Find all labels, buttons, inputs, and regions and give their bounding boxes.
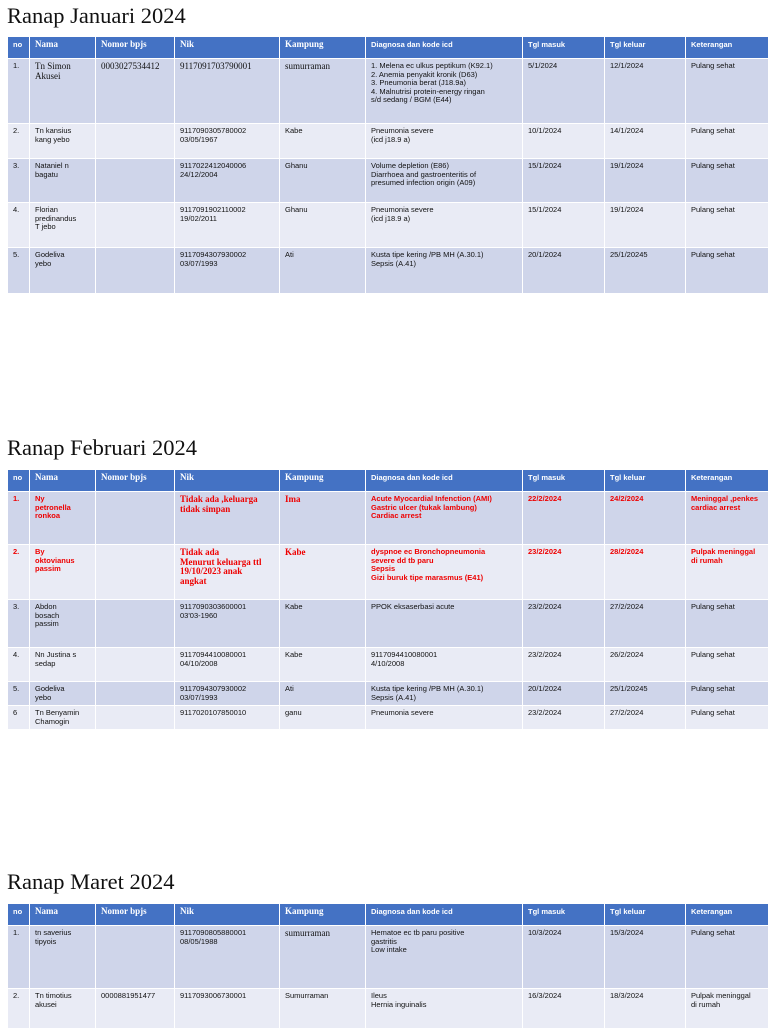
cell-keterangan bbox=[686, 124, 768, 159]
cell-no bbox=[8, 648, 30, 682]
cell-masuk bbox=[523, 545, 605, 600]
cell-text: Ima bbox=[285, 495, 361, 505]
cell-text: 10/1/2024 bbox=[528, 127, 600, 136]
cell-keterangan bbox=[686, 926, 768, 989]
cell-text: 25/1/20245 bbox=[610, 685, 681, 694]
cell-text: sumurraman bbox=[285, 62, 361, 72]
cell-text: 5/1/2024 bbox=[528, 62, 600, 71]
cell-text: 20/1/2024 bbox=[528, 251, 600, 260]
cell-text: Kabe bbox=[285, 651, 361, 660]
cell-text: 10/3/2024 bbox=[528, 929, 600, 938]
cell-text: 9117090303600001 03'03-1960 bbox=[180, 603, 275, 620]
cell-no bbox=[8, 248, 30, 294]
cell-bpjs bbox=[96, 124, 175, 159]
cell-kampung bbox=[280, 545, 366, 600]
cell-text: 1. bbox=[13, 62, 25, 71]
cell-text: 23/2/2024 bbox=[528, 603, 600, 612]
cell-text: 4. bbox=[13, 651, 25, 660]
cell-masuk bbox=[523, 492, 605, 545]
cell-nik bbox=[175, 545, 280, 600]
cell-keterangan bbox=[686, 203, 768, 248]
cell-text: 26/2/2024 bbox=[610, 651, 681, 660]
cell-text: 9117094307930002 03/07/1993 bbox=[180, 251, 275, 268]
cell-text: Pulang sehat bbox=[691, 709, 764, 718]
cell-keluar bbox=[605, 989, 686, 1029]
cell-no bbox=[8, 989, 30, 1029]
cell-text: 14/1/2024 bbox=[610, 127, 681, 136]
cell-nik bbox=[175, 989, 280, 1029]
cell-text: 9117091703790001 bbox=[180, 62, 275, 72]
cell-masuk bbox=[523, 124, 605, 159]
table-row bbox=[8, 682, 768, 706]
cell-text: Sumurraman bbox=[285, 992, 361, 1001]
cell-keluar bbox=[605, 492, 686, 545]
cell-text: Godeliva yebo bbox=[35, 685, 91, 702]
cell-kampung bbox=[280, 124, 366, 159]
cell-text: 19/1/2024 bbox=[610, 206, 681, 215]
cell-keterangan bbox=[686, 648, 768, 682]
column-header-nik: Nik bbox=[175, 904, 280, 926]
cell-no bbox=[8, 600, 30, 648]
column-header-nik: Nik bbox=[175, 470, 280, 492]
cell-keluar bbox=[605, 203, 686, 248]
cell-nik bbox=[175, 59, 280, 124]
cell-keterangan bbox=[686, 159, 768, 203]
cell-keluar bbox=[605, 648, 686, 682]
cell-text: Pneumonia severe (icd j18.9 a) bbox=[371, 127, 518, 144]
cell-keterangan bbox=[686, 59, 768, 124]
cell-text: Pneumonia severe (icd j18.9 a) bbox=[371, 206, 518, 223]
cell-text: Acute Myocardial Infenction (AMI) Gastric ulcer (tukak lambung) Cardiac arrest bbox=[371, 495, 518, 521]
cell-text: 2. bbox=[13, 548, 25, 557]
cell-text: Pulang sehat bbox=[691, 206, 764, 215]
cell-kampung bbox=[280, 706, 366, 730]
cell-text: 9117093006730001 bbox=[180, 992, 275, 1001]
cell-diagnosa bbox=[366, 706, 523, 730]
column-header-nama: Nama bbox=[30, 470, 96, 492]
cell-text: Ny petronella ronkoa bbox=[35, 495, 91, 521]
cell-bpjs bbox=[96, 648, 175, 682]
cell-bpjs bbox=[96, 59, 175, 124]
cell-text: Kusta tipe kering /PB MH (A.30.1) Sepsis (A.41) bbox=[371, 685, 518, 702]
column-header-keterangan: Keterangan bbox=[686, 904, 768, 926]
cell-text: Kusta tipe kering /PB MH (A.30.1) Sepsis (A.41) bbox=[371, 251, 518, 268]
column-header-keluar: Tgl keluar bbox=[605, 470, 686, 492]
column-header-bpjs: Nomor bpjs bbox=[96, 37, 175, 59]
cell-masuk bbox=[523, 159, 605, 203]
cell-text: sumurraman bbox=[285, 929, 361, 939]
cell-nik bbox=[175, 203, 280, 248]
cell-text: 23/2/2024 bbox=[528, 651, 600, 660]
column-header-no: no bbox=[8, 37, 30, 59]
cell-bpjs bbox=[96, 159, 175, 203]
table-row bbox=[8, 203, 768, 248]
cell-nama bbox=[30, 706, 96, 730]
cell-nik bbox=[175, 682, 280, 706]
cell-text: Abdon bosach passim bbox=[35, 603, 91, 629]
cell-nama bbox=[30, 600, 96, 648]
column-header-nama: Nama bbox=[30, 904, 96, 926]
column-header-kampung: Kampung bbox=[280, 37, 366, 59]
cell-text: dyspnoe ec Bronchopneumonia severe dd tb paru Sepsis Gizi buruk tipe marasmus (E41) bbox=[371, 548, 518, 582]
cell-diagnosa bbox=[366, 682, 523, 706]
cell-text: 9117094410080001 04/10/2008 bbox=[180, 651, 275, 668]
cell-nik bbox=[175, 926, 280, 989]
cell-nama bbox=[30, 682, 96, 706]
column-header-diagnosa: Diagnosa dan kode icd bbox=[366, 904, 523, 926]
column-header-masuk: Tgl masuk bbox=[523, 470, 605, 492]
cell-no bbox=[8, 59, 30, 124]
cell-kampung bbox=[280, 248, 366, 294]
column-header-no: no bbox=[8, 904, 30, 926]
column-header-kampung: Kampung bbox=[280, 904, 366, 926]
cell-masuk bbox=[523, 926, 605, 989]
cell-text: 1. bbox=[13, 929, 25, 938]
cell-text: Ghanu bbox=[285, 162, 361, 171]
table-row bbox=[8, 124, 768, 159]
header-row bbox=[8, 470, 768, 492]
cell-text: 27/2/2024 bbox=[610, 709, 681, 718]
cell-masuk bbox=[523, 989, 605, 1029]
column-header-keterangan: Keterangan bbox=[686, 470, 768, 492]
cell-masuk bbox=[523, 59, 605, 124]
cell-no bbox=[8, 545, 30, 600]
cell-text: 20/1/2024 bbox=[528, 685, 600, 694]
column-header-masuk: Tgl masuk bbox=[523, 904, 605, 926]
cell-text: Tidak ada ,keluarga tidak simpan bbox=[180, 495, 275, 514]
cell-keluar bbox=[605, 600, 686, 648]
cell-text: 22/2/2024 bbox=[528, 495, 600, 504]
cell-text: 1. bbox=[13, 495, 25, 504]
cell-text: Tn timotius akusei bbox=[35, 992, 91, 1009]
cell-text: 28/2/2024 bbox=[610, 548, 681, 557]
cell-kampung bbox=[280, 59, 366, 124]
cell-text: 9117022412040006 24/12/2004 bbox=[180, 162, 275, 179]
cell-text: 12/1/2024 bbox=[610, 62, 681, 71]
cell-diagnosa bbox=[366, 124, 523, 159]
cell-text: Pulang sehat bbox=[691, 685, 764, 694]
cell-text: 3. bbox=[13, 162, 25, 171]
cell-diagnosa bbox=[366, 600, 523, 648]
cell-text: Pulang sehat bbox=[691, 251, 764, 260]
cell-text: Pulang sehat bbox=[691, 162, 764, 171]
cell-keluar bbox=[605, 159, 686, 203]
cell-nama bbox=[30, 545, 96, 600]
cell-kampung bbox=[280, 203, 366, 248]
cell-text: By oktovianus passim bbox=[35, 548, 91, 574]
cell-nik bbox=[175, 248, 280, 294]
cell-no bbox=[8, 492, 30, 545]
ranap-table bbox=[7, 903, 768, 1029]
column-header-diagnosa: Diagnosa dan kode icd bbox=[366, 470, 523, 492]
column-header-kampung: Kampung bbox=[280, 470, 366, 492]
cell-text: Godeliva yebo bbox=[35, 251, 91, 268]
cell-no bbox=[8, 926, 30, 989]
table-row bbox=[8, 989, 768, 1029]
cell-text: Pulpak meninggal di rumah bbox=[691, 548, 764, 565]
cell-no bbox=[8, 203, 30, 248]
cell-text: Pneumonia severe bbox=[371, 709, 518, 718]
cell-keterangan bbox=[686, 989, 768, 1029]
cell-bpjs bbox=[96, 492, 175, 545]
table-row bbox=[8, 600, 768, 648]
section-title: Ranap Januari 2024 bbox=[7, 3, 186, 29]
cell-text: Pulang sehat bbox=[691, 603, 764, 612]
cell-text: 24/2/2024 bbox=[610, 495, 681, 504]
cell-diagnosa bbox=[366, 926, 523, 989]
cell-no bbox=[8, 124, 30, 159]
cell-masuk bbox=[523, 203, 605, 248]
cell-text: 23/2/2024 bbox=[528, 548, 600, 557]
section-title: Ranap Maret 2024 bbox=[7, 869, 174, 895]
cell-text: 9117020107850010 bbox=[180, 709, 275, 718]
cell-keterangan bbox=[686, 248, 768, 294]
cell-diagnosa bbox=[366, 59, 523, 124]
cell-text: Tn Benyamin Chamogin bbox=[35, 709, 91, 726]
cell-text: 3. bbox=[13, 603, 25, 612]
cell-text: Kabe bbox=[285, 127, 361, 136]
cell-bpjs bbox=[96, 926, 175, 989]
cell-text: 15/1/2024 bbox=[528, 206, 600, 215]
cell-text: ganu bbox=[285, 709, 361, 718]
cell-text: 2. bbox=[13, 127, 25, 136]
cell-keterangan bbox=[686, 706, 768, 730]
section-title: Ranap Februari 2024 bbox=[7, 435, 197, 461]
table-row bbox=[8, 545, 768, 600]
cell-text: Ati bbox=[285, 251, 361, 260]
cell-nik bbox=[175, 492, 280, 545]
column-header-keluar: Tgl keluar bbox=[605, 904, 686, 926]
cell-nama bbox=[30, 159, 96, 203]
ranap-table bbox=[7, 469, 768, 730]
cell-text: 9117090805880001 08/05/1988 bbox=[180, 929, 275, 946]
cell-text: Meninggal ,penkes cardiac arrest bbox=[691, 495, 764, 512]
cell-text: 9117094307930002 03/07/1993 bbox=[180, 685, 275, 702]
cell-no bbox=[8, 706, 30, 730]
cell-bpjs bbox=[96, 682, 175, 706]
cell-bpjs bbox=[96, 706, 175, 730]
table-row bbox=[8, 926, 768, 989]
cell-text: 23/2/2024 bbox=[528, 709, 600, 718]
cell-text: 5. bbox=[13, 251, 25, 260]
column-header-bpjs: Nomor bpjs bbox=[96, 904, 175, 926]
cell-text: Nn Justina s sedap bbox=[35, 651, 91, 668]
cell-kampung bbox=[280, 600, 366, 648]
cell-nama bbox=[30, 203, 96, 248]
cell-text: 9117094410080001 4/10/2008 bbox=[371, 651, 518, 668]
cell-text: Kabe bbox=[285, 603, 361, 612]
cell-text: 9117090305780002 03/05/1967 bbox=[180, 127, 275, 144]
header-row bbox=[8, 37, 768, 59]
cell-keluar bbox=[605, 248, 686, 294]
cell-nama bbox=[30, 248, 96, 294]
cell-text: 6 bbox=[13, 709, 25, 718]
cell-text: Pulang sehat bbox=[691, 127, 764, 136]
cell-diagnosa bbox=[366, 159, 523, 203]
cell-text: 27/2/2024 bbox=[610, 603, 681, 612]
cell-nama bbox=[30, 926, 96, 989]
column-header-diagnosa: Diagnosa dan kode icd bbox=[366, 37, 523, 59]
cell-text: PPOK eksaserbasi acute bbox=[371, 603, 518, 612]
column-header-nama: Nama bbox=[30, 37, 96, 59]
cell-no bbox=[8, 159, 30, 203]
cell-kampung bbox=[280, 159, 366, 203]
cell-text: Tn kansius kang yebo bbox=[35, 127, 91, 144]
cell-text: 19/1/2024 bbox=[610, 162, 681, 171]
cell-text: Tn Simon Akusei bbox=[35, 62, 91, 81]
cell-keluar bbox=[605, 682, 686, 706]
cell-diagnosa bbox=[366, 648, 523, 682]
cell-text: Ati bbox=[285, 685, 361, 694]
cell-text: 0000881951477 bbox=[101, 992, 170, 1001]
cell-masuk bbox=[523, 248, 605, 294]
cell-diagnosa bbox=[366, 989, 523, 1029]
cell-keluar bbox=[605, 545, 686, 600]
cell-keluar bbox=[605, 124, 686, 159]
cell-bpjs bbox=[96, 248, 175, 294]
column-header-keluar: Tgl keluar bbox=[605, 37, 686, 59]
cell-text: 5. bbox=[13, 685, 25, 694]
cell-keterangan bbox=[686, 682, 768, 706]
cell-text: 25/1/20245 bbox=[610, 251, 681, 260]
column-header-masuk: Tgl masuk bbox=[523, 37, 605, 59]
table-row bbox=[8, 59, 768, 124]
cell-text: 1. Melena ec ulkus peptikum (K92.1) 2. Anemia penyakit kronik (D63) 3. Pneumonia berat (J18.9a) 4. Malnutrisi protein-energy ringan s/d sedang / BGM (E44) bbox=[371, 62, 518, 105]
cell-text: Tidak ada Menurut keluarga ttl 19/10/2023 anak angkat bbox=[180, 548, 275, 586]
cell-masuk bbox=[523, 706, 605, 730]
cell-bpjs bbox=[96, 600, 175, 648]
cell-no bbox=[8, 682, 30, 706]
column-header-nik: Nik bbox=[175, 37, 280, 59]
cell-bpjs bbox=[96, 203, 175, 248]
cell-text: Pulang sehat bbox=[691, 929, 764, 938]
ranap-table bbox=[7, 36, 768, 294]
table-row bbox=[8, 706, 768, 730]
cell-diagnosa bbox=[366, 203, 523, 248]
cell-bpjs bbox=[96, 989, 175, 1029]
cell-text: Nataniel n bagatu bbox=[35, 162, 91, 179]
cell-kampung bbox=[280, 682, 366, 706]
cell-diagnosa bbox=[366, 248, 523, 294]
cell-text: 16/3/2024 bbox=[528, 992, 600, 1001]
cell-text: tn saverius tipyois bbox=[35, 929, 91, 946]
cell-keluar bbox=[605, 706, 686, 730]
cell-text: Kabe bbox=[285, 548, 361, 558]
cell-text: 4. bbox=[13, 206, 25, 215]
cell-text: 9117091902110002 19/02/2011 bbox=[180, 206, 275, 223]
table-row bbox=[8, 248, 768, 294]
cell-keterangan bbox=[686, 492, 768, 545]
cell-keterangan bbox=[686, 600, 768, 648]
cell-keterangan bbox=[686, 545, 768, 600]
cell-text: Pulang sehat bbox=[691, 62, 764, 71]
cell-masuk bbox=[523, 600, 605, 648]
cell-kampung bbox=[280, 492, 366, 545]
cell-bpjs bbox=[96, 545, 175, 600]
cell-text: Pulang sehat bbox=[691, 651, 764, 660]
table-row bbox=[8, 648, 768, 682]
cell-text: Ileus Hernia inguinalis bbox=[371, 992, 518, 1009]
cell-diagnosa bbox=[366, 492, 523, 545]
cell-masuk bbox=[523, 682, 605, 706]
cell-text: Hematoe ec tb paru positive gastritis Low intake bbox=[371, 929, 518, 955]
cell-text: Pulpak meninggal di rumah bbox=[691, 992, 764, 1009]
cell-keluar bbox=[605, 926, 686, 989]
table-row bbox=[8, 492, 768, 545]
cell-nik bbox=[175, 159, 280, 203]
column-header-no: no bbox=[8, 470, 30, 492]
cell-text: 18/3/2024 bbox=[610, 992, 681, 1001]
cell-keluar bbox=[605, 59, 686, 124]
cell-nama bbox=[30, 59, 96, 124]
cell-text: 0003027534412 bbox=[101, 62, 170, 72]
cell-kampung bbox=[280, 648, 366, 682]
cell-nama bbox=[30, 989, 96, 1029]
cell-nik bbox=[175, 648, 280, 682]
column-header-bpjs: Nomor bpjs bbox=[96, 470, 175, 492]
cell-masuk bbox=[523, 648, 605, 682]
column-header-keterangan: Keterangan bbox=[686, 37, 768, 59]
cell-text: 2. bbox=[13, 992, 25, 1001]
cell-diagnosa bbox=[366, 545, 523, 600]
cell-text: 15/1/2024 bbox=[528, 162, 600, 171]
cell-text: 15/3/2024 bbox=[610, 929, 681, 938]
cell-kampung bbox=[280, 926, 366, 989]
cell-nama bbox=[30, 124, 96, 159]
cell-nama bbox=[30, 648, 96, 682]
table-row bbox=[8, 159, 768, 203]
cell-text: Florian predinandus T jebo bbox=[35, 206, 91, 232]
cell-nik bbox=[175, 124, 280, 159]
cell-nik bbox=[175, 600, 280, 648]
cell-nik bbox=[175, 706, 280, 730]
cell-text: Ghanu bbox=[285, 206, 361, 215]
cell-nama bbox=[30, 492, 96, 545]
cell-kampung bbox=[280, 989, 366, 1029]
cell-text: Volume depletion (E86) Diarrhoea and gastroenteritis of presumed infection origin (A09) bbox=[371, 162, 518, 188]
header-row bbox=[8, 904, 768, 926]
